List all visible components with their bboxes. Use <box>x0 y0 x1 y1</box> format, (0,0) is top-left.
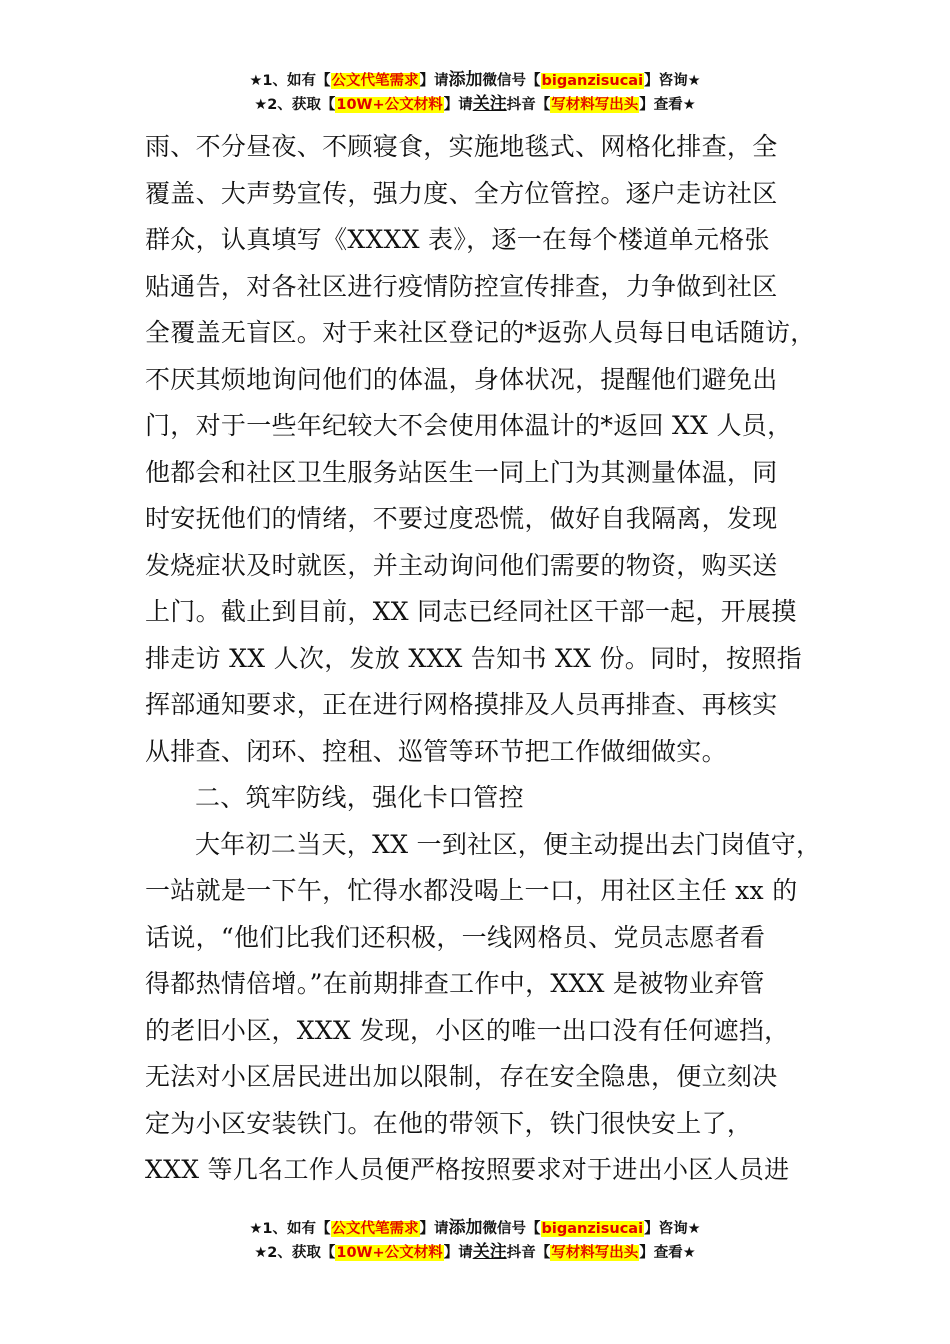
body-line: 不厌其烦地询问他们的体温，身体状况，提醒他们避免出 <box>145 364 778 394</box>
footer-banner <box>0 1216 950 1264</box>
banner-text: 】咨询★ <box>644 73 701 89</box>
highlight-materials: 10W+公文材料 <box>336 97 443 113</box>
body-line: 贴通告，对各社区进行疫情防控宣传排查，力争做到社区 <box>145 271 778 301</box>
body-line: 定为小区安装铁门。在他的带领下，铁门很快安上了， <box>145 1108 753 1138</box>
banner-text: 】请 <box>419 73 449 89</box>
body-line: 排走访 XX 人次，发放 XXX 告知书 XX 份。同时，按照指 <box>145 643 802 673</box>
banner-text: 】请 <box>419 1221 449 1237</box>
body-line: 他都会和社区卫生服务站医生一同上门为其测量体温，同 <box>145 457 778 487</box>
banner-line-1 <box>0 1216 950 1240</box>
body-line: 的老旧小区，XXX 发现，小区的唯一出口没有任何遮挡， <box>145 1015 790 1045</box>
body-line: 上门。截止到目前，XX 同志已经同社区干部一起，开展摸 <box>145 597 797 626</box>
highlight-service: 公文代笔需求 <box>331 1221 419 1237</box>
body-line: 一站就是一下午，忙得水都没喝上一口，用社区主任 xx 的 <box>145 876 798 905</box>
banner-line-1 <box>0 68 950 92</box>
banner-text: 】查看★ <box>639 1245 696 1261</box>
highlight-douyin: 写材料写出头 <box>551 97 639 113</box>
highlight-douyin: 写材料写出头 <box>551 1245 639 1261</box>
body-line: 无法对小区居民进出加以限制，存在安全隐患，便立刻决 <box>145 1062 778 1091</box>
body-line: 从排查、闭环、控租、巡管等环节把工作做细做实。 <box>145 736 727 766</box>
body-line: 话说，“他们比我们还积极，一线网格员、党员志愿者看 <box>145 922 766 952</box>
banner-line-2 <box>0 1240 950 1264</box>
banner-emphasis: 添加 <box>448 70 483 90</box>
banner-text: 】请 <box>443 1245 473 1261</box>
banner-emphasis: 添加 <box>448 1218 483 1238</box>
banner-emphasis: 关注 <box>472 94 507 114</box>
body-line: 得都热情倍增。”在前期排查工作中，XXX 是被物业弃管 <box>145 969 765 998</box>
body-line: 全覆盖无盲区。对于来社区登记的*返弥人员每日电话随访， <box>145 318 816 347</box>
banner-text: ★1、如有【 <box>249 73 331 89</box>
body-line: 门，对于一些年纪较大不会使用体温计的*返回 XX 人员， <box>145 411 793 440</box>
header-banner <box>0 68 950 116</box>
banner-text: 微信号【 <box>482 73 541 89</box>
body-line: 雨、不分昼夜、不顾寝食，实施地毯式、网格化排查，全 <box>145 132 778 161</box>
highlight-service: 公文代笔需求 <box>331 73 419 89</box>
body-line: 群众，认真填写《XXXX 表》，逐一在每个楼道单元格张 <box>145 225 770 254</box>
banner-text: 】咨询★ <box>644 1221 701 1237</box>
highlight-materials: 10W+公文材料 <box>336 1245 443 1261</box>
body-line: 时安抚他们的情绪，不要过度恐慌，做好自我隔离，发现 <box>145 504 778 533</box>
banner-line-2 <box>0 92 950 116</box>
banner-text: ★2、获取【 <box>254 1245 336 1261</box>
highlight-wechat-id: biganzisucai <box>541 1221 644 1237</box>
paragraph-start: 大年初二当天，XX 一到社区，便主动提出去门岗值守， <box>195 829 822 859</box>
body-line: 发烧症状及时就医，并主动询问他们需要的物资，购买送 <box>145 550 778 580</box>
banner-text: 】查看★ <box>639 97 696 113</box>
banner-text: ★1、如有【 <box>249 1221 331 1237</box>
section-heading: 二、筑牢防线，强化卡口管控 <box>195 783 524 812</box>
banner-text: ★2、获取【 <box>254 97 336 113</box>
banner-text: 】请 <box>443 97 473 113</box>
banner-text: 抖音【 <box>506 97 551 113</box>
body-line: 覆盖、大声势宣传，强力度、全方位管控。逐户走访社区 <box>145 178 778 208</box>
banner-text: 抖音【 <box>506 1245 551 1261</box>
body-line: XXX 等几名工作人员便严格按照要求对于进出小区人员进 <box>145 1155 790 1184</box>
banner-emphasis: 关注 <box>472 1242 507 1262</box>
banner-text: 微信号【 <box>482 1221 541 1237</box>
body-line: 挥部通知要求，正在进行网格摸排及人员再排查、再核实 <box>145 690 778 719</box>
document-body <box>145 124 835 1194</box>
highlight-wechat-id: biganzisucai <box>541 73 644 89</box>
